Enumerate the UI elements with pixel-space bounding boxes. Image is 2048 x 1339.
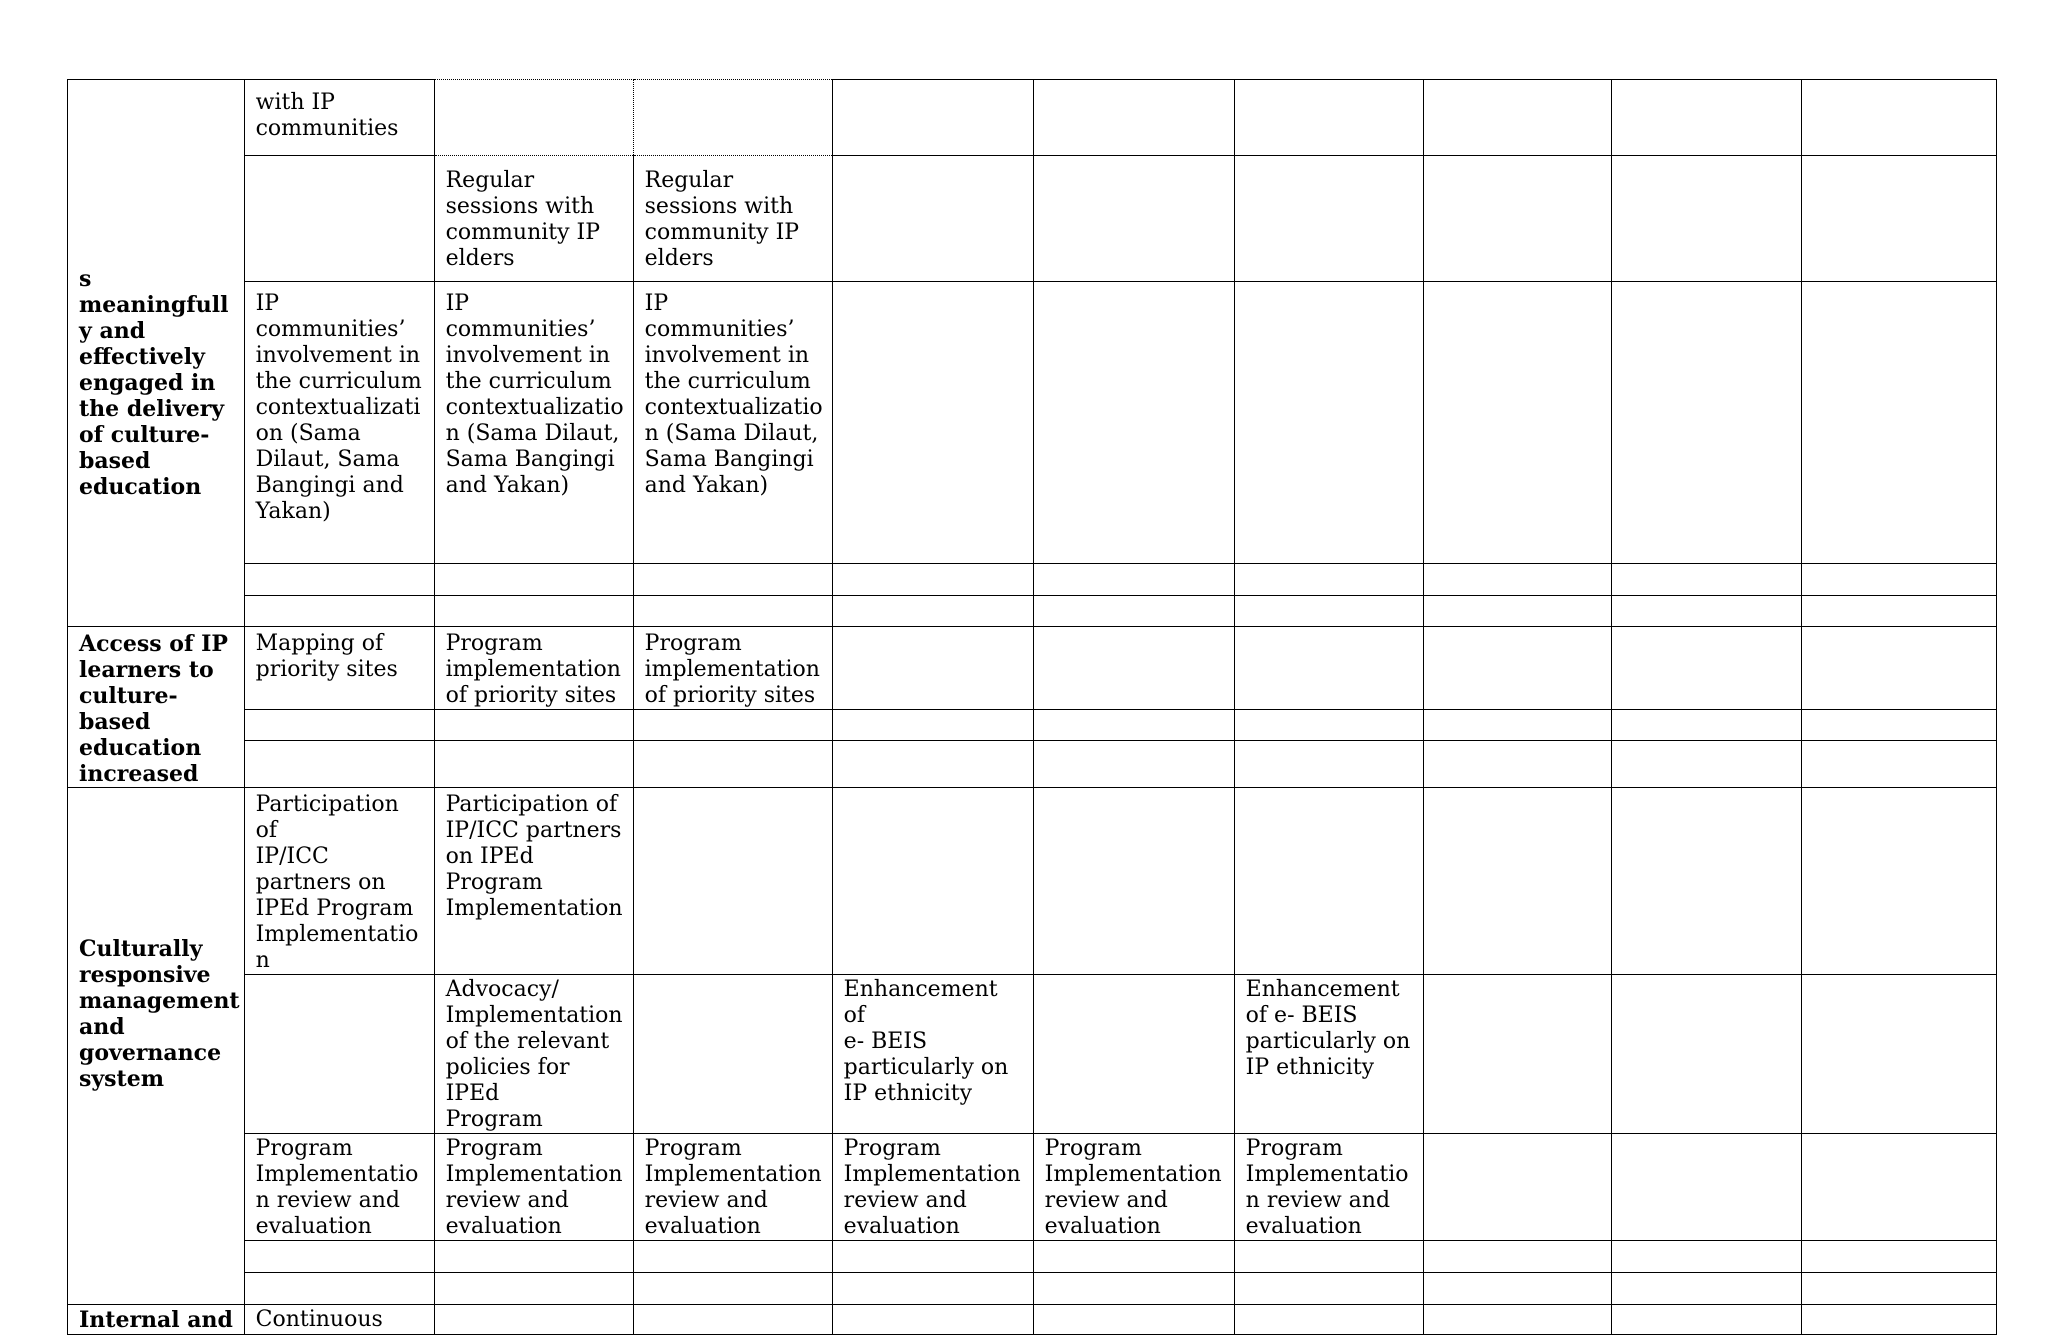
table-cell xyxy=(1423,710,1611,741)
table-cell xyxy=(244,741,434,788)
table-cell xyxy=(1423,1305,1611,1335)
table-cell xyxy=(1423,282,1611,564)
cell-text: Program Implementation review and evaluation xyxy=(644,1136,822,1239)
table-cell xyxy=(244,156,434,282)
table-cell xyxy=(1033,1273,1234,1305)
table-cell xyxy=(434,1241,633,1273)
table-cell xyxy=(1801,788,1996,975)
cell-text: Program Implementation review and evaluation xyxy=(1044,1136,1222,1239)
table-cell xyxy=(1423,975,1611,1134)
table-cell xyxy=(1234,975,1423,1134)
table-cell xyxy=(1801,596,1996,627)
table-row xyxy=(68,1241,1997,1273)
table-cell xyxy=(1234,741,1423,788)
table-row xyxy=(68,710,1997,741)
table-cell xyxy=(1234,80,1423,156)
table-cell xyxy=(434,596,633,627)
table-row xyxy=(68,80,1997,156)
table-cell xyxy=(434,1305,633,1335)
table-cell xyxy=(1423,564,1611,596)
table-cell xyxy=(1234,1241,1423,1273)
table-cell xyxy=(1234,788,1423,975)
document-table xyxy=(67,79,1997,1335)
table-cell xyxy=(1801,564,1996,596)
table-cell xyxy=(1611,788,1801,975)
table-cell xyxy=(1801,627,1996,710)
cell-text: Enhancement of e- BEIS particularly on IP ethnicity xyxy=(1245,977,1411,1080)
table-cell xyxy=(1033,80,1234,156)
table-row xyxy=(68,1305,1997,1335)
table-cell xyxy=(633,741,832,788)
table-cell xyxy=(1033,596,1234,627)
table-cell xyxy=(1801,80,1996,156)
table-cell xyxy=(633,80,832,156)
cell-text: Regular sessions with community IP elders xyxy=(644,168,800,271)
row-header xyxy=(68,627,245,788)
table-cell xyxy=(1234,282,1423,564)
table-cell xyxy=(1423,788,1611,975)
cell-text: Program Implementatio n review and evaluation xyxy=(1245,1136,1409,1239)
table-row xyxy=(68,741,1997,788)
table-row xyxy=(68,596,1997,627)
table-cell xyxy=(1423,1134,1611,1241)
table-cell xyxy=(633,1134,832,1241)
table-cell xyxy=(832,596,1033,627)
cell-text: Program implementation of priority sites xyxy=(644,631,820,708)
table-cell xyxy=(244,627,434,710)
table-cell xyxy=(434,1273,633,1305)
cell-text: Continuous xyxy=(255,1307,383,1332)
table-cell xyxy=(633,788,832,975)
table-cell xyxy=(1801,1273,1996,1305)
table-cell xyxy=(1033,282,1234,564)
cell-text: Program Implementation review and evaluation xyxy=(445,1136,623,1239)
table-cell xyxy=(1801,975,1996,1134)
table-cell xyxy=(434,282,633,564)
table-cell xyxy=(832,1241,1033,1273)
table-cell xyxy=(244,1273,434,1305)
table-cell xyxy=(244,564,434,596)
table-cell xyxy=(1234,710,1423,741)
table-cell xyxy=(244,1305,434,1335)
table-cell xyxy=(1033,788,1234,975)
table-cell xyxy=(1423,627,1611,710)
table-cell xyxy=(832,282,1033,564)
cell-text: with IP communities xyxy=(255,90,399,141)
table-cell xyxy=(1611,80,1801,156)
table-cell xyxy=(244,1134,434,1241)
table-cell xyxy=(1423,156,1611,282)
row-header-text: Access of IP learners to culture- based education increased xyxy=(79,631,228,787)
table-cell xyxy=(1423,596,1611,627)
table-cell xyxy=(434,710,633,741)
table-cell xyxy=(832,1305,1033,1335)
table-cell xyxy=(244,282,434,564)
table-cell xyxy=(1033,975,1234,1134)
cell-text: Regular sessions with community IP elders xyxy=(445,168,601,271)
table-cell xyxy=(434,564,633,596)
table-cell xyxy=(434,788,633,975)
table-cell xyxy=(434,80,633,156)
table-cell xyxy=(434,627,633,710)
table-cell xyxy=(1611,627,1801,710)
table-cell xyxy=(1611,282,1801,564)
table-cell xyxy=(633,282,832,564)
table-cell xyxy=(1801,741,1996,788)
table-cell xyxy=(244,710,434,741)
table-cell xyxy=(1611,741,1801,788)
table-cell xyxy=(434,975,633,1134)
table-cell xyxy=(1234,627,1423,710)
table-cell xyxy=(244,788,434,975)
table-cell xyxy=(434,741,633,788)
cell-text: Program Implementation review and evaluation xyxy=(843,1136,1021,1239)
table-cell xyxy=(1033,710,1234,741)
table-row xyxy=(68,156,1997,282)
table-cell xyxy=(832,627,1033,710)
table-row xyxy=(68,975,1997,1134)
table-row xyxy=(68,1273,1997,1305)
cell-text: Program implementation of priority sites xyxy=(445,631,621,708)
table-cell xyxy=(1234,1305,1423,1335)
table-cell xyxy=(244,80,434,156)
table-cell xyxy=(832,564,1033,596)
table-cell xyxy=(1801,1241,1996,1273)
table-cell xyxy=(434,156,633,282)
table-row xyxy=(68,282,1997,564)
table-cell xyxy=(1801,156,1996,282)
table-cell xyxy=(832,741,1033,788)
table-cell xyxy=(633,1305,832,1335)
table-cell xyxy=(1033,156,1234,282)
table-cell xyxy=(1611,710,1801,741)
table-cell xyxy=(1033,1134,1234,1241)
row-header-text: Culturally responsive management and governance system xyxy=(79,936,240,1092)
row-header xyxy=(68,80,245,627)
table-cell xyxy=(1234,1134,1423,1241)
table-cell xyxy=(1033,741,1234,788)
table-cell xyxy=(1033,1305,1234,1335)
table-cell xyxy=(1033,564,1234,596)
table-cell xyxy=(1423,1273,1611,1305)
cell-text: Enhancement of e- BEIS particularly on IP ethnicity xyxy=(843,977,1009,1106)
table-cell xyxy=(633,564,832,596)
row-header xyxy=(68,1305,245,1335)
table-cell xyxy=(633,627,832,710)
table-cell xyxy=(633,710,832,741)
table-cell xyxy=(1611,1305,1801,1335)
cell-text: Advocacy/ Implementation of the relevant policies for IPEd Program xyxy=(445,977,623,1132)
table-row xyxy=(68,1134,1997,1241)
table-cell xyxy=(1234,156,1423,282)
row-header xyxy=(68,788,245,1305)
table-cell xyxy=(1801,1305,1996,1335)
table-cell xyxy=(1801,282,1996,564)
table-cell xyxy=(1801,1134,1996,1241)
table-cell xyxy=(1611,1241,1801,1273)
table-cell xyxy=(832,710,1033,741)
table-cell xyxy=(832,80,1033,156)
table-cell xyxy=(633,1241,832,1273)
cell-text: IP communities’ involvement in the curriculum contextualizatio n (Sama Dilaut, Sama Bangingi and Yakan) xyxy=(445,291,624,498)
cell-text: IP communities’ involvement in the curriculum contextualizati on (Sama Dilaut, Sama Bangingi and Yakan) xyxy=(255,291,422,524)
table-cell xyxy=(1611,156,1801,282)
table-cell xyxy=(633,1273,832,1305)
table-cell xyxy=(633,156,832,282)
table-cell xyxy=(244,1241,434,1273)
table-cell xyxy=(244,596,434,627)
table-cell xyxy=(832,1134,1033,1241)
table-cell xyxy=(1423,741,1611,788)
table-cell xyxy=(1234,596,1423,627)
cell-text: Mapping of priority sites xyxy=(255,631,398,682)
cell-text: Participation of IP/ICC partners on IPEd Program Implementation xyxy=(445,792,623,921)
table-cell xyxy=(434,1134,633,1241)
table-cell xyxy=(1033,1241,1234,1273)
table-row xyxy=(68,627,1997,710)
table-cell xyxy=(244,975,434,1134)
table-row xyxy=(68,564,1997,596)
table-cell xyxy=(1611,1273,1801,1305)
table-cell xyxy=(1423,1241,1611,1273)
table-cell xyxy=(1033,627,1234,710)
table-cell xyxy=(1611,596,1801,627)
cell-text: IP communities’ involvement in the curriculum contextualizatio n (Sama Dilaut, Sama Bangingi and Yakan) xyxy=(644,291,823,498)
table-cell xyxy=(1611,1134,1801,1241)
table-cell xyxy=(1801,710,1996,741)
table-cell xyxy=(1423,80,1611,156)
cell-text: Program Implementatio n review and evaluation xyxy=(255,1136,419,1239)
table-cell xyxy=(832,1273,1033,1305)
row-header-text: Internal and xyxy=(79,1307,233,1333)
cell-text: Participation of IP/ICC partners on IPEd Program Implementatio n xyxy=(255,792,419,973)
row-header-text: s meaningfull y and effectively engaged in the delivery of culture- based education xyxy=(79,266,229,500)
table-cell xyxy=(633,596,832,627)
table-cell xyxy=(1611,975,1801,1134)
table-cell xyxy=(1611,564,1801,596)
table-cell xyxy=(633,975,832,1134)
table-cell xyxy=(1234,1273,1423,1305)
table-cell xyxy=(832,788,1033,975)
table-cell xyxy=(1234,564,1423,596)
table-cell xyxy=(832,975,1033,1134)
table-cell xyxy=(832,156,1033,282)
table-row xyxy=(68,788,1997,975)
